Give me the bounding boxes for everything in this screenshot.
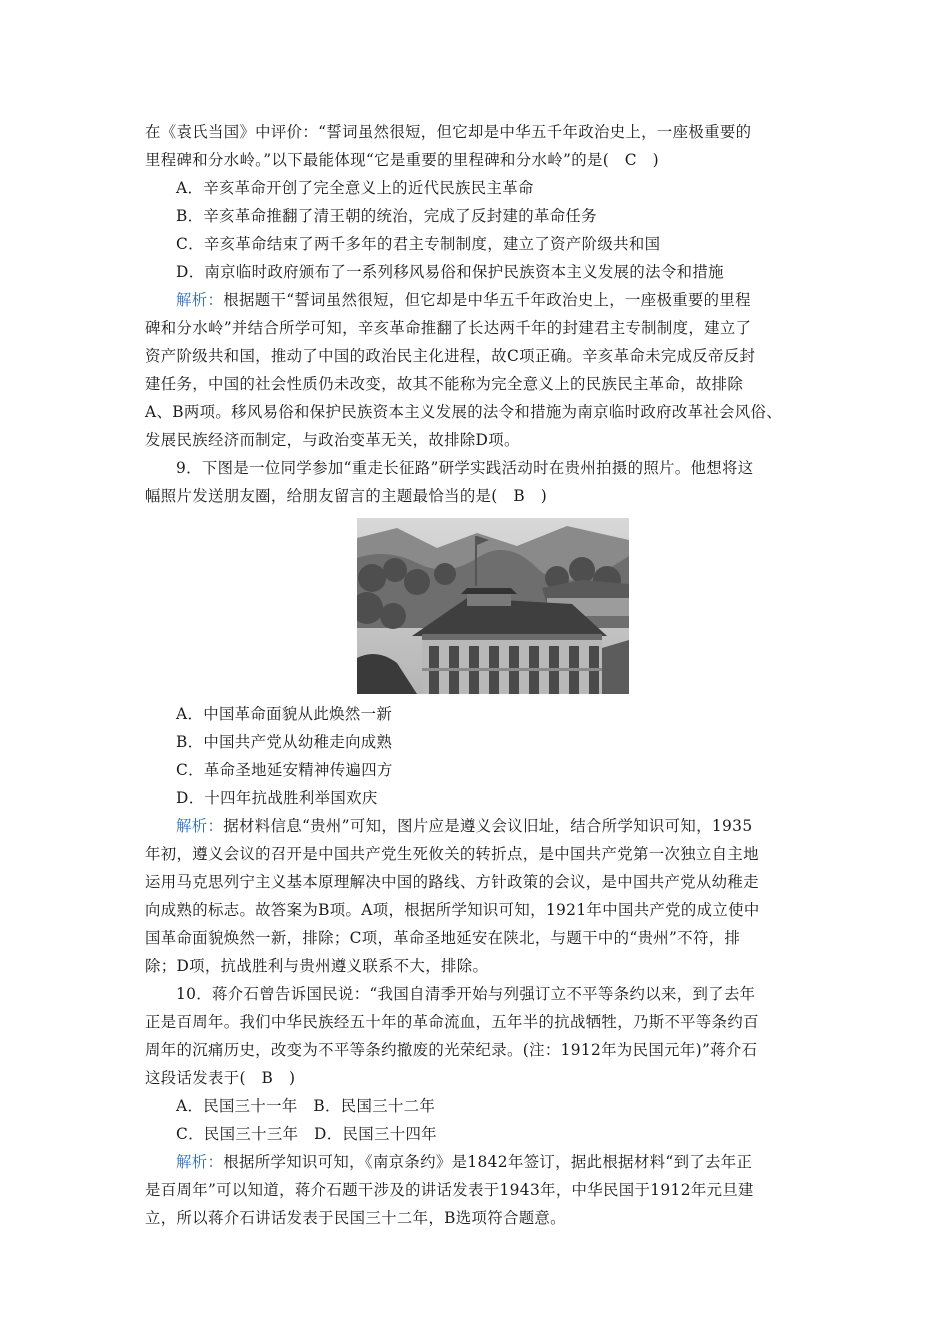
q9-analysis-line: 运用马克思列宁主义基本原理解决中国的路线、方针政策的会议，是中国共产党从幼稚走 — [145, 873, 759, 891]
q10-options-ab: A．民国三十一年 B．民国三十二年 — [176, 1097, 436, 1115]
q8-analysis-line: 碑和分水岭”并结合所学可知，辛亥革命推翻了长达两千年的封建君主专制制度，建立了 — [145, 319, 752, 337]
q10-stem-line: 周年的沉痛历史，改变为不平等条约撤废的光荣纪录。(注：1912年为民国元年)”蒋介石 — [145, 1041, 758, 1059]
q9-stem-line: 9．下图是一位同学参加“重走长征路”研学实践活动时在贵州拍摄的照片。他想将这 — [176, 459, 754, 477]
q10-analysis-text: 根据所学知识可知，《南京条约》是1842年签订，据此根据材料“到了去年正 — [223, 1153, 753, 1171]
q8-option-a: A．辛亥革命开创了完全意义上的近代民族民主革命 — [176, 179, 534, 197]
q9-analysis-line: 国革命面貌焕然一新，排除；C项，革命圣地延安在陕北，与题干中的“贵州”不符，排 — [145, 929, 741, 947]
q8-block — [145, 118, 810, 454]
zunyi-meeting-site-photo — [357, 518, 629, 694]
analysis-label: 解析： — [176, 291, 224, 309]
q8-analysis-line: 资产阶级共和国，推动了中国的政治民主化进程，故C项正确。辛亥革命未完成反帝反封 — [145, 347, 756, 365]
analysis-label: 解析： — [176, 817, 224, 835]
q8-analysis-line: 发展民族经济而制定，与政治变革无关，故排除D项。 — [145, 431, 520, 449]
q10-stem-line: 10．蒋介石曾告诉国民说：“我国自清季开始与列强订立不平等条约以来，到了去年 — [176, 985, 756, 1003]
q10-analysis-line: 是百周年”可以知道，蒋介石题干涉及的讲话发表于1943年，中华民国于1912年元旦建 — [145, 1181, 754, 1199]
q10-analysis-line: 立，所以蒋介石讲话发表于民国三十二年，B选项符合题意。 — [145, 1209, 566, 1227]
q10-stem-line: 正是百周年。我们中华民族经五十年的革命流血，五年半的抗战牺牲，乃斯不平等条约百 — [145, 1013, 759, 1031]
q9-analysis-line: 除；D项，抗战胜利与贵州遵义联系不大，排除。 — [145, 957, 489, 975]
document-page — [145, 118, 810, 1232]
q9-option-a: A．中国革命面貌从此焕然一新 — [176, 705, 393, 723]
q9-stem-line: 幅照片发送朋友圈，给朋友留言的主题最恰当的是( B ) — [145, 487, 548, 505]
q9-analysis-line: 向成熟的标志。故答案为B项。A项，根据所学知识可知，1921年中国共产党的成立使中 — [145, 901, 760, 919]
q8-analysis-text: 根据题干“誓词虽然很短，但它却是中华五千年政治史上，一座极重要的里程 — [223, 291, 751, 309]
q8-option-c: C．辛亥革命结束了两千多年的君主专制制度，建立了资产阶级共和国 — [176, 235, 661, 253]
q9-option-b: B．中国共产党从幼稚走向成熟 — [176, 733, 393, 751]
q8-stem-line: 在《袁氏当国》中评价：“誓词虽然很短，但它却是中华五千年政治史上，一座极重要的 — [145, 123, 752, 141]
q10-options-cd: C．民国三十三年 D．民国三十四年 — [176, 1125, 437, 1143]
q10-analysis-line — [145, 1148, 810, 1176]
q10-block — [145, 980, 810, 1232]
q10-stem-line: 这段话发表于( B ) — [145, 1069, 296, 1087]
q9-option-d: D．十四年抗战胜利举国欢庆 — [176, 789, 378, 807]
q9-analysis-line: 年初，遵义会议的召开是中国共产党生死攸关的转折点，是中国共产党第一次独立自主地 — [145, 845, 759, 863]
q8-option-d: D．南京临时政府颁布了一系列移风易俗和保护民族资本主义发展的法令和措施 — [176, 263, 724, 281]
q8-option-b: B．辛亥革命推翻了清王朝的统治，完成了反封建的革命任务 — [176, 207, 597, 225]
q8-analysis-line: 建任务，中国的社会性质仍未改变，故其不能称为完全意义上的民族民主革命，故排除 — [145, 375, 744, 393]
q9-analysis-line — [145, 812, 810, 840]
q9-option-c: C．革命圣地延安精神传遍四方 — [176, 761, 393, 779]
q8-stem-line: 里程碑和分水岭。”以下最能体现“它是重要的里程碑和分水岭”的是( C ) — [145, 151, 660, 169]
q8-analysis-line: A、B两项。移风易俗和保护民族资本主义发展的法令和措施为南京临时政府改革社会风俗、 — [145, 403, 783, 421]
q9-analysis-text: 据材料信息“贵州”可知，图片应是遵义会议旧址，结合所学知识可知，1935 — [223, 817, 753, 835]
q9-block — [145, 454, 810, 980]
analysis-label: 解析： — [176, 1153, 224, 1171]
q8-analysis-line — [145, 286, 810, 314]
